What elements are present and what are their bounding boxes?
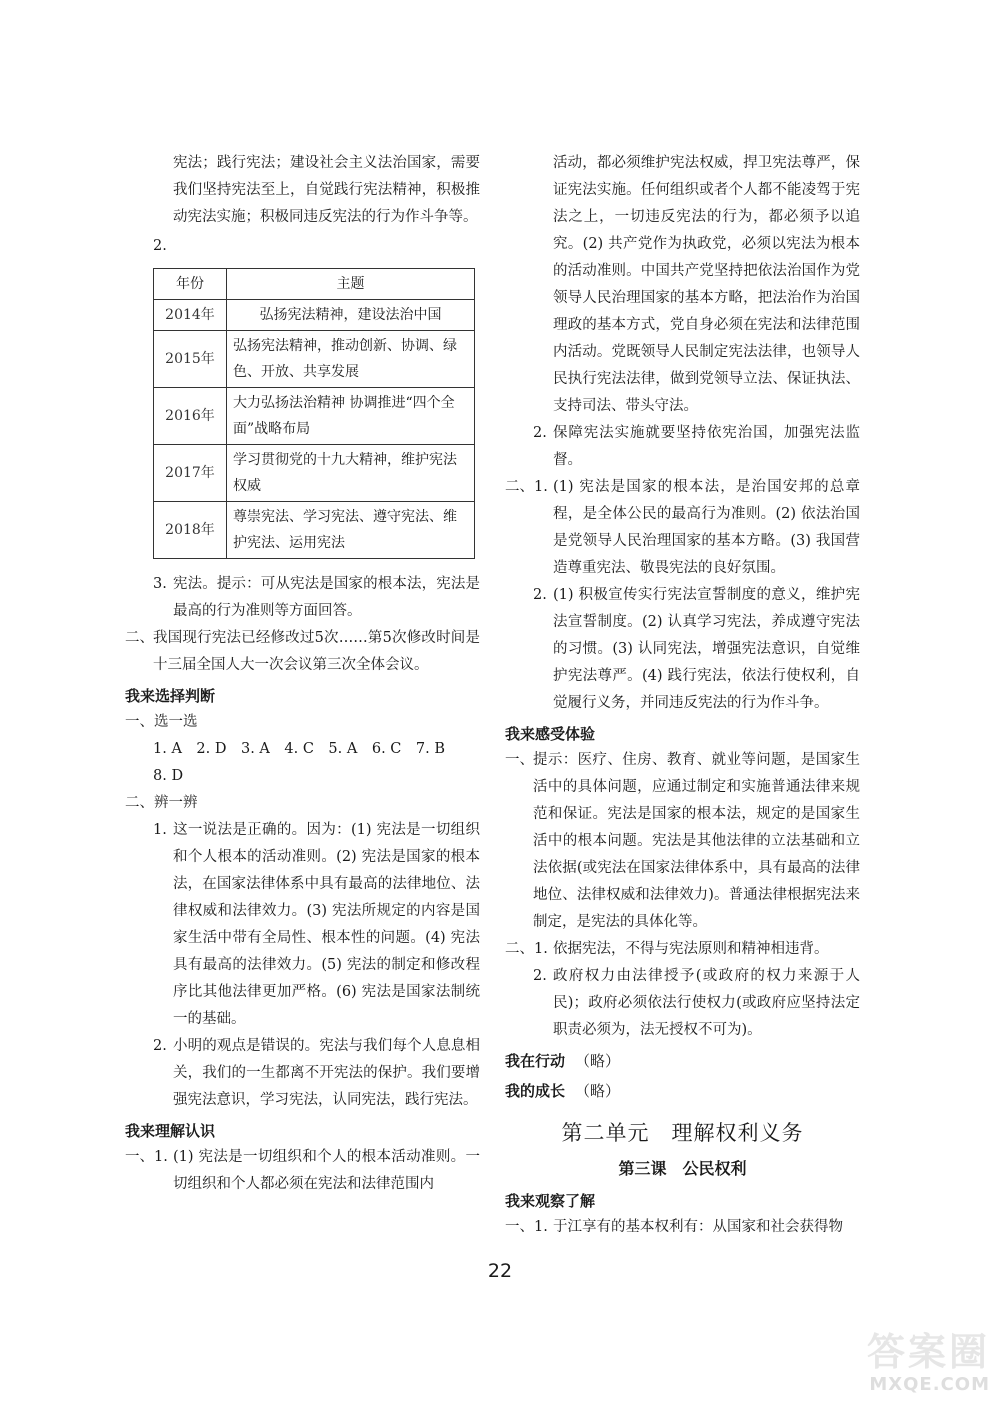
row-theme: 弘扬宪法精神，建设法治中国 <box>227 300 475 331</box>
row-year: 2016年 <box>154 388 227 445</box>
q3-text: 宪法。提示：可从宪法是国家的根本法，宪法是最高的行为准则等方面回答。 <box>173 576 480 619</box>
page-number: 22 <box>487 1260 513 1282</box>
right-item-2-label: 2. <box>533 425 547 441</box>
row-year: 2015年 <box>154 331 227 388</box>
choice-answers-line2: 8. D <box>153 768 184 784</box>
heading-choose-judge: 我来选择判断 <box>125 687 216 705</box>
right-item-2-text: 保障宪法实施就要坚持依宪治国，加强宪法监督。 <box>553 425 860 468</box>
feel-1-text: 提示：医疗、住房、教育、就业等问题，是国家生活中的具体问题，应通过制定和实施普通法律来规范和保证。宪法是国家的根本法，规定的是国家生活中的根本问题。宪法是其他法律的立法基础和立法依据(或宪法在国家法律体系中，具有最高的法律地位、法律权威和法律效力)。普通法律根据宪法来制定，是宪法的具体化等。 <box>533 752 860 930</box>
q3-item <box>125 571 480 625</box>
feel-1-label: 一、 <box>505 752 534 768</box>
right-column <box>505 150 860 1241</box>
row-year: 2018年 <box>154 502 227 559</box>
feel-2-2-label: 2. <box>533 968 547 984</box>
q3-label: 3. <box>153 576 167 592</box>
q2-label-row <box>125 233 480 260</box>
choice-answers-line1: 1. A 2. D 3. A 4. C 5. A 6. C 7. B <box>153 741 445 757</box>
right-continuation <box>505 150 860 420</box>
heading-understand: 我来理解认识 <box>125 1122 216 1140</box>
judge-2-text: 小明的观点是错误的。宪法与我们每个人息息相关，我们的一生都离不开宪法的保护。我们要增强宪法意识，学习宪法，认同宪法，践行宪法。 <box>173 1038 480 1108</box>
feel-item-2-1 <box>505 936 860 963</box>
table-row <box>154 300 475 331</box>
left-continuation <box>125 150 480 231</box>
heading-feel: 我来感受体验 <box>505 725 596 743</box>
right-continuation-text: 活动，都必须维护宪法权威，捍卫宪法尊严，保证宪法实施。任何组织或者个人都不能凌驾于宪法之上，一切违反宪法的行为，都必须予以追究。(2) 共产党作为执政党，必须以宪法为根本的活动准则。中国共产党坚持把依法治国作为党领导人民治理国家的基本方略，把法治作为治国理政的基本方式，党自身必须在宪法和法律范围内活动。党既领导人民制定宪法法律，也领导人民执行宪法法律，做到党领导立法、保证执法、支持司法、带头守法。 <box>553 155 860 414</box>
constitution-day-theme-table <box>153 268 475 559</box>
section2-item <box>125 625 480 679</box>
watermark-logo <box>800 1330 990 1402</box>
heading-growth-text: 我的成长 <box>505 1082 566 1100</box>
judge-1-label: 1. <box>153 822 167 838</box>
section2-label: 二、 <box>125 630 154 646</box>
heading-action <box>505 1048 860 1074</box>
feel-item-1 <box>505 747 860 936</box>
section2-2-label: 2. <box>533 587 547 603</box>
section2-1-text: (1) 宪法是国家的根本法，是治国安邦的总章程，是全体公民的最高行为准则。(2) 依法治国是党领导人民治理国家的基本方略。(3) 我国营造尊重宪法、敬畏宪法的良好氛围。 <box>553 479 860 576</box>
row-year: 2017年 <box>154 445 227 502</box>
choose-label: 一、选一选 <box>125 714 198 730</box>
table-row <box>154 445 475 502</box>
left-column <box>125 150 480 1198</box>
understand-1-label: 一、1. <box>125 1149 168 1165</box>
table-row <box>154 331 475 388</box>
judge-item-1 <box>125 817 480 1033</box>
unit-title: 第二单元 理解权利义务 <box>561 1121 804 1145</box>
table-header-row <box>154 269 475 300</box>
section2-item-1 <box>505 474 860 582</box>
judge-item-2 <box>125 1033 480 1114</box>
understand-1-text: (1) 宪法是一切组织和个人的根本活动准则。一切组织和个人都必须在宪法和法律范围内 <box>173 1149 480 1192</box>
lesson-title: 第三课 公民权利 <box>618 1159 747 1178</box>
row-year: 2014年 <box>154 300 227 331</box>
feel-2-1-text: 依据宪法，不得与宪法原则和精神相违背。 <box>553 941 829 957</box>
left-continuation-text: 宪法；践行宪法；建设社会主义法治国家，需要我们坚持宪法至上，自觉践行宪法精神，积极推动宪法实施；积极同违反宪法的行为作斗争等。 <box>173 155 480 225</box>
judge-1-text: 这一说法是正确的。因为：(1) 宪法是一切组织和个人根本的活动准则。(2) 宪法是国家的根本法，在国家法律体系中具有最高的法律地位、法律权威和法律效力。(3) 宪法所规定的内容是国家生活中带有全局性、根本性的问题。(4) 宪法具有最高的法律效力。(5) 宪法的制定和修改程序比其他法律更加严格。(6) 宪法是国家法制统一的基础。 <box>173 822 480 1027</box>
feel-item-2-2 <box>505 963 860 1044</box>
header-theme: 主题 <box>227 269 475 300</box>
section2-1-label: 二、1. <box>505 479 548 495</box>
judge-label: 二、辨一辨 <box>125 795 198 811</box>
observe-1-label: 一、1. <box>505 1219 548 1235</box>
row-theme: 大力弘扬法治精神 协调推进“四个全面”战略布局 <box>227 388 475 445</box>
heading-action-text: 我在行动 <box>505 1052 566 1070</box>
header-year: 年份 <box>154 269 227 300</box>
watermark-url: MXQE.COM <box>869 1374 990 1395</box>
heading-observe: 我来观察了解 <box>505 1192 596 1210</box>
row-theme: 弘扬宪法精神，推动创新、协调、绿色、开放、共享发展 <box>227 331 475 388</box>
observe-1-text: 于江享有的基本权利有：从国家和社会获得物 <box>553 1219 843 1235</box>
section2-item-2 <box>505 582 860 717</box>
section2-text: 我国现行宪法已经修改过5次……第5次修改时间是十三届全国人大一次会议第三次全体会议。 <box>153 630 480 673</box>
q2-label: 2. <box>153 238 167 254</box>
judge-2-label: 2. <box>153 1038 167 1054</box>
row-theme: 尊崇宪法、学习宪法、遵守宪法、维护宪法、运用宪法 <box>227 502 475 559</box>
heading-growth-note: （略） <box>575 1082 621 1100</box>
watermark-logo-text: 答案圈 <box>866 1330 990 1374</box>
section2-2-text: (1) 积极宣传实行宪法宣誓制度的意义，维护宪法宣誓制度。(2) 认真学习宪法，养成遵守宪法的习惯。(3) 认同宪法，增强宪法意识，自觉维护宪法尊严。(4) 践行宪法，依法行使权利，自觉履行义务，并同违反宪法的行为作斗争。 <box>553 587 860 711</box>
table-row <box>154 502 475 559</box>
feel-2-1-label: 二、1. <box>505 941 548 957</box>
row-theme: 学习贯彻党的十九大精神，维护宪法权威 <box>227 445 475 502</box>
table-row <box>154 388 475 445</box>
heading-action-note: （略） <box>575 1052 621 1070</box>
heading-growth <box>505 1078 860 1104</box>
feel-2-2-text: 政府权力由法律授予(或政府的权力来源于人民)；政府必须依法行使权力(或政府应坚持法定职责必须为，法无授权不可为)。 <box>553 968 860 1038</box>
observe-item-1 <box>505 1214 860 1241</box>
understand-item-1 <box>125 1144 480 1198</box>
right-item-2 <box>505 420 860 474</box>
